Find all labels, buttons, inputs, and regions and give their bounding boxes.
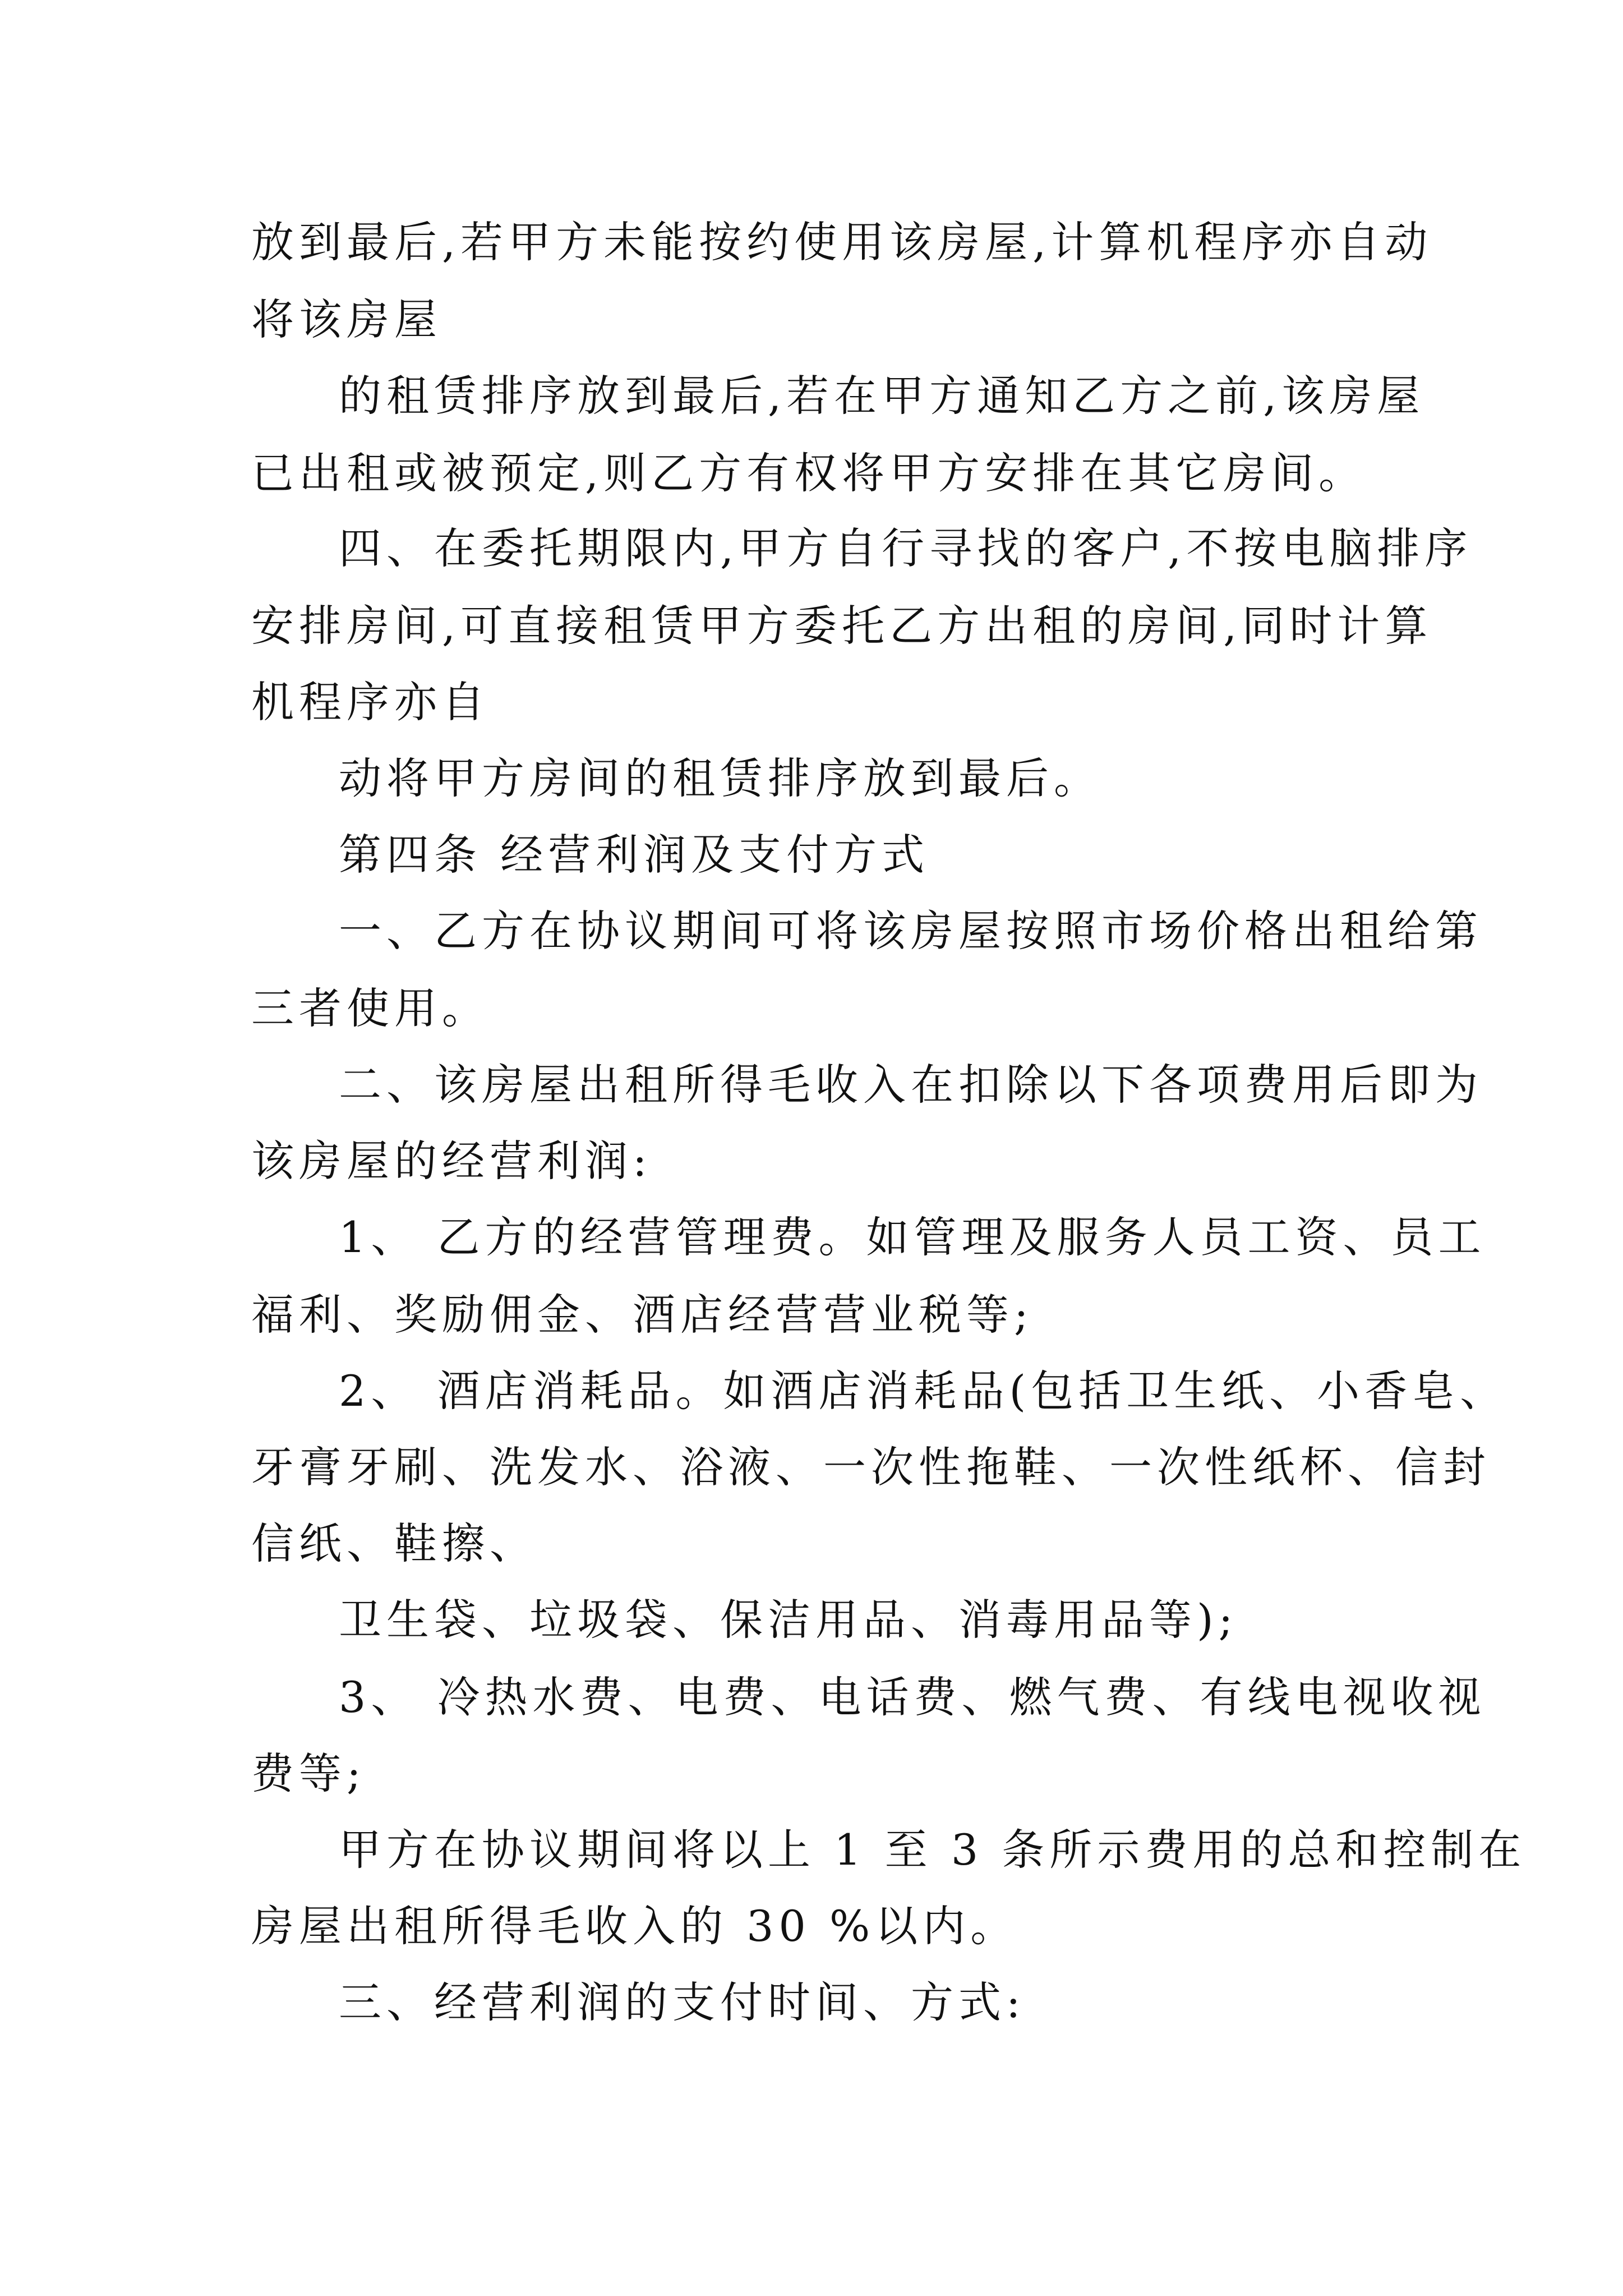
- text-line: 放到最后,若甲方未能按约使用该房屋,计算机程序亦自动: [251, 217, 1433, 267]
- section-heading: 第四条 经营利润及支付方式: [339, 830, 930, 880]
- text-line: 动将甲方房间的租赁排序放到最后。: [339, 753, 1101, 803]
- text-line: 将该房屋: [251, 295, 442, 344]
- text-line: 一、乙方在协议期间可将该房屋按照市场价格出租给第: [339, 906, 1483, 956]
- text-line: 信纸、鞋擦、: [251, 1519, 537, 1568]
- text-line: 三、经营利润的支付时间、方式:: [339, 1977, 1026, 2027]
- text-line: 四、在委托期限内,甲方自行寻找的客户,不按电脑排序: [339, 523, 1473, 573]
- text-line: 的租赁排序放到最后,若在甲方通知乙方之前,该房屋: [339, 371, 1425, 421]
- list-item: 2、 酒店消耗品。如酒店消耗品(包括卫生纸、小香皂、: [339, 1366, 1508, 1416]
- list-item: 1、 乙方的经营管理费。如管理及服务人员工资、员工: [339, 1212, 1486, 1262]
- text-line: 安排房间,可直接租赁甲方委托乙方出租的房间,同时计算: [251, 601, 1433, 651]
- text-line: 该房屋的经营利润:: [251, 1136, 652, 1186]
- text-line: 已出租或被预定,则乙方有权将甲方安排在其它房间。: [251, 448, 1367, 498]
- text-line: 二、该房屋出租所得毛收入在扣除以下各项费用后即为: [339, 1060, 1483, 1110]
- text-line: 机程序亦自: [251, 677, 490, 727]
- text-line: 福利、奖励佣金、酒店经营营业税等;: [251, 1290, 1034, 1340]
- text-line: 费等;: [251, 1749, 366, 1798]
- text-line: 三者使用。: [251, 983, 490, 1033]
- text-line: 甲方在协议期间将以上 1 至 3 条所示费用的总和控制在: [339, 1825, 1527, 1875]
- text-line: 卫生袋、垃圾袋、保洁用品、消毒用品等);: [339, 1595, 1238, 1645]
- list-item: 3、 冷热水费、电费、电话费、燃气费、有线电视收视: [339, 1672, 1486, 1722]
- text-line: 房屋出租所得毛收入的 30 %以内。: [251, 1901, 1018, 1951]
- text-line: 牙膏牙刷、洗发水、浴液、一次性拖鞋、一次性纸杯、信封: [251, 1442, 1491, 1492]
